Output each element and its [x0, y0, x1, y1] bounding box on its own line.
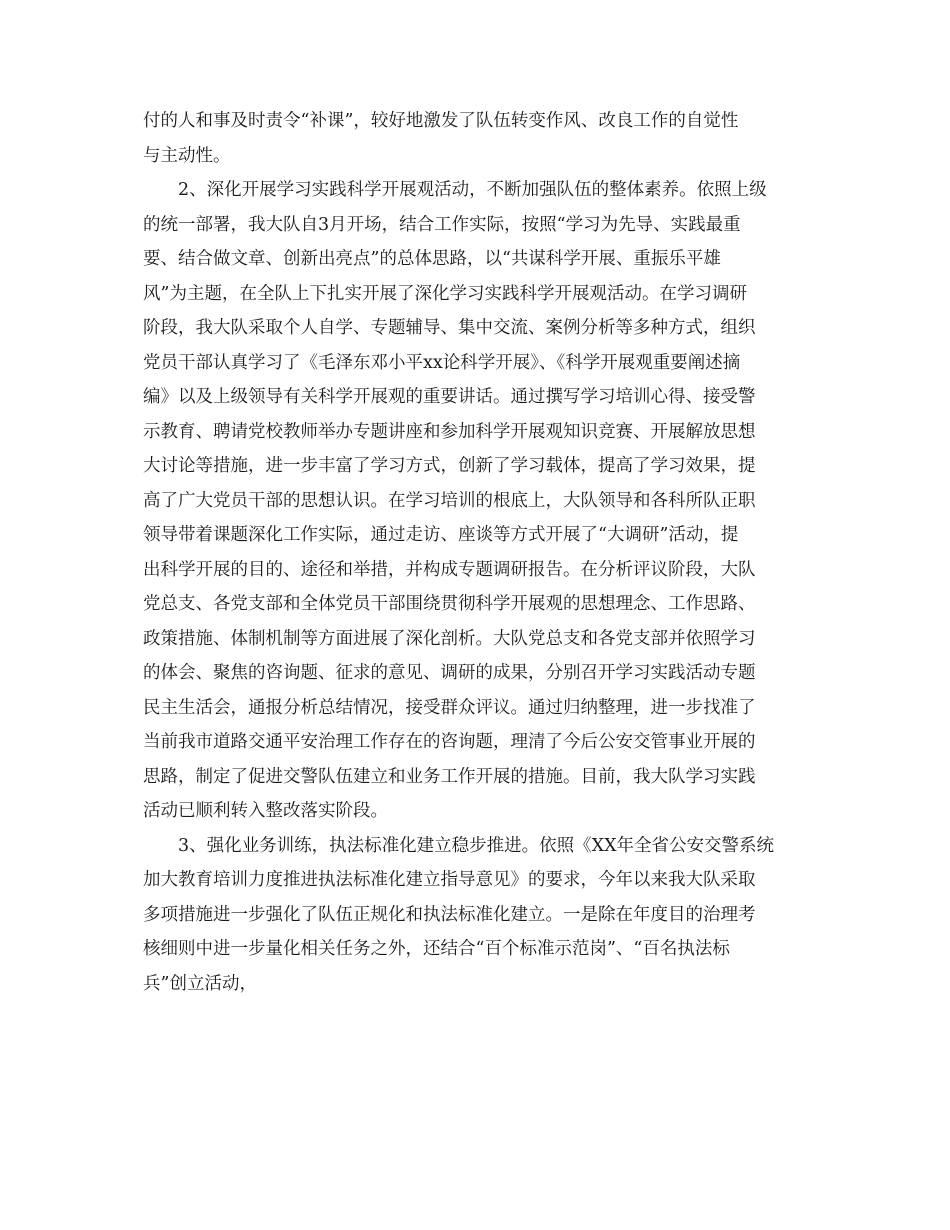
text-line: 3、强化业务训练，执法标准化建立稳步推进。依照《XX年全省公安交警系统: [178, 835, 775, 856]
text-line: 思路，制定了促进交警队伍建立和业务工作开展的措施。目前，我大队学习实践: [143, 766, 756, 787]
text-line: 要、结合做文章、创新出亮点”的总体思路，以“共谋科学开展、重振乐平雄: [143, 249, 721, 269]
text-line: 兵”创立活动，: [143, 973, 257, 994]
text-line: 编》以及上级领导有关科学开展观的重要讲话。通过撰写学习培训心得、接受警: [143, 387, 756, 407]
body-text: [143, 104, 807, 1001]
text-line: 党总支、各党支部和全体党员干部围绕贯彻科学开展观的思想理念、工作思路、: [143, 594, 756, 614]
text-line: 加大教育培训力度推进执法标准化建立指导意见》的要求，今年以来我大队采取: [143, 870, 756, 890]
text-line: 多项措施进一步强化了队伍正规化和执法标准化建立。一是除在年度目的治理考: [143, 904, 756, 925]
text-line: 民主生活会，通报分析总结情况，接受群众评议。通过归纳整理，进一步找准了: [143, 697, 756, 718]
text-line: 大讨论等措施，进一步丰富了学习方式，创新了学习载体，提高了学习效果，提: [143, 456, 756, 476]
text-line: 阶段，我大队采取个人自学、专题辅导、集中交流、案例分析等多种方式，组织: [143, 318, 756, 338]
text-line: 当前我市道路交通平安治理工作存在的咨询题，理清了今后公安交管事业开展的: [143, 732, 756, 752]
text-line: 活动已顺利转入整改落实阶段。: [143, 801, 388, 821]
text-line: 核细则中进一步量化相关任务之外，还结合“百个标准示范岗”、“百名执法标: [143, 939, 730, 959]
text-line: 付的人和事及时责令“补课”，较好地激发了队伍转变作风、改良工作的自觉性: [143, 111, 739, 131]
paragraph-2: [143, 173, 807, 829]
text-line: 示教育、聘请党校教师举办专题讲座和参加科学开展观知识竞赛、开展解放思想: [143, 421, 756, 442]
text-line: 的体会、聚焦的咨询题、征求的意见、调研的成果，分别召开学习实践活动专题: [143, 663, 756, 683]
text-line: 党员干部认真学习了《毛泽东邓小平xx论科学开展》、《科学开展观重要阐述摘: [143, 352, 741, 373]
text-line: 高了广大党员干部的思想认识。在学习培训的根底上，大队领导和各科所队正职: [143, 490, 756, 511]
text-line: 出科学开展的目的、途径和举措，并构成专题调研报告。在分析评议阶段，大队: [143, 559, 756, 580]
text-line: 与主动性。: [143, 145, 231, 166]
paragraph-1: [143, 104, 807, 173]
text-line: 2、深化开展学习实践科学开展观活动，不断加强队伍的整体素养。依照上级: [178, 180, 767, 200]
text-line: 的统一部署，我大队自3月开场，结合工作实际，按照“学习为先导、实践最重: [143, 214, 741, 235]
text-line: 领导带着课题深化工作实际，通过走访、座谈等方式开展了“大调研”活动，提: [143, 525, 739, 545]
text-line: 风”为主题，在全队上下扎实开展了深化学习实践科学开展观活动。在学习调研: [143, 283, 747, 304]
text-line: 政策措施、体制机制等方面进展了深化剖析。大队党总支和各党支部并依照学习: [143, 628, 756, 649]
paragraph-3: [143, 829, 807, 1002]
